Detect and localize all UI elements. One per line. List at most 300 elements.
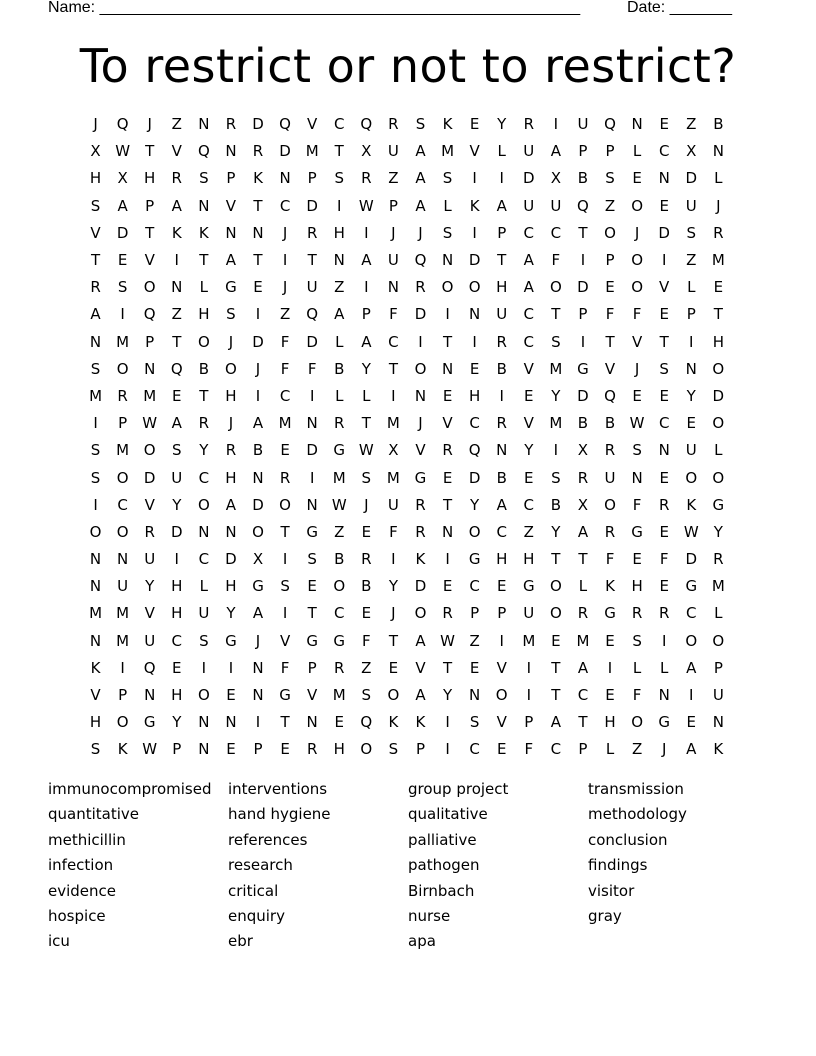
grid-letter: R: [658, 495, 670, 514]
grid-letter: T: [280, 522, 290, 541]
grid-letter: C: [469, 577, 480, 596]
grid-letter: B: [198, 359, 209, 378]
grid-letter: U: [685, 441, 697, 460]
grid-letter: E: [713, 278, 724, 297]
grid-letter: S: [199, 169, 209, 188]
grid-letter: F: [280, 332, 290, 351]
grid-letter: D: [225, 550, 237, 569]
grid-letter: A: [361, 332, 372, 351]
grid-letter: R: [415, 495, 426, 514]
grid-letter: O: [441, 278, 454, 297]
grid-letter: V: [90, 686, 101, 705]
grid-letter: R: [225, 115, 237, 134]
grid-letter: A: [171, 414, 182, 433]
grid-letter: P: [118, 686, 128, 705]
grid-letter: W: [683, 522, 699, 541]
grid-letter: S: [226, 305, 236, 324]
grid-letter: J: [228, 332, 234, 351]
date-blank: _______: [669, 0, 732, 16]
grid-letter: T: [361, 414, 371, 433]
grid-letter: E: [524, 386, 534, 405]
grid-letter: N: [171, 278, 183, 297]
grid-letter: G: [333, 631, 346, 650]
grid-letter: T: [388, 631, 398, 650]
grid-letter: A: [90, 305, 101, 324]
grid-letter: G: [604, 604, 616, 623]
word-list: [48, 777, 768, 955]
grid-letter: E: [605, 686, 615, 705]
grid-letter: U: [387, 495, 399, 514]
grid-letter: U: [523, 142, 535, 161]
grid-letter: R: [90, 278, 101, 297]
grid-letter: I: [282, 550, 288, 569]
grid-letter: A: [686, 740, 697, 759]
grid-letter: B: [252, 441, 264, 460]
grid-letter: E: [117, 251, 128, 270]
grid-letter: I: [580, 251, 586, 270]
grid-letter: A: [415, 142, 426, 161]
grid-letter: G: [712, 495, 725, 514]
grid-letter: T: [442, 658, 453, 677]
grid-letter: N: [198, 522, 210, 541]
grid-letter: S: [632, 631, 642, 650]
grid-letter: C: [117, 495, 128, 514]
grid-letter: J: [661, 740, 667, 759]
grid-row: [82, 709, 732, 736]
grid-letter: T: [307, 251, 317, 270]
grid-letter: N: [414, 386, 427, 405]
grid-letter: N: [89, 332, 102, 351]
grid-letter: P: [145, 196, 155, 215]
grid-letter: D: [523, 169, 535, 188]
grid-letter: O: [685, 631, 698, 650]
grid-letter: O: [89, 522, 102, 541]
grid-letter: X: [577, 441, 589, 460]
grid-letter: O: [116, 468, 129, 487]
grid-letter: Z: [686, 251, 697, 270]
grid-letter: V: [307, 686, 318, 705]
grid-letter: Z: [686, 115, 697, 134]
word-list-item: enquiry: [228, 906, 285, 925]
grid-letter: L: [199, 577, 209, 596]
word-list-item: gray: [588, 906, 622, 925]
word-list-item: references: [228, 830, 308, 849]
grid-letter: S: [469, 713, 480, 732]
grid-letter: L: [714, 441, 723, 460]
grid-letter: Q: [143, 305, 156, 324]
grid-letter: R: [577, 604, 589, 623]
grid-letter: L: [605, 740, 615, 759]
page-title: To restrict or not to restrict?: [79, 39, 737, 93]
grid-letter: I: [174, 550, 179, 569]
grid-letter: V: [144, 604, 155, 623]
grid-letter: L: [687, 278, 696, 297]
grid-letter: G: [306, 631, 318, 650]
grid-letter: F: [605, 305, 615, 324]
name-blank: ______________________________________________________: [99, 0, 581, 16]
grid-letter: N: [252, 468, 264, 487]
grid-letter: X: [117, 169, 128, 188]
grid-letter: C: [198, 550, 210, 569]
grid-letter: E: [334, 713, 344, 732]
grid-letter: N: [496, 441, 508, 460]
grid-letter: I: [526, 686, 531, 705]
grid-letter: I: [499, 386, 504, 405]
grid-letter: U: [198, 604, 210, 623]
word-list-item: infection: [48, 856, 114, 875]
grid-letter: J: [255, 359, 261, 378]
grid-letter: W: [358, 441, 374, 460]
grid-letter: C: [171, 631, 183, 650]
grid-letter: Z: [631, 740, 643, 759]
grid-row: [82, 329, 732, 356]
grid-letter: T: [551, 686, 561, 705]
grid-letter: N: [387, 278, 400, 297]
grid-letter: R: [713, 550, 724, 569]
grid-letter: R: [604, 441, 616, 460]
grid-letter: R: [604, 522, 616, 541]
grid-letter: R: [496, 414, 507, 433]
grid-letter: P: [388, 196, 398, 215]
grid-letter: V: [442, 414, 453, 433]
grid-letter: Z: [334, 278, 345, 297]
grid-letter: R: [442, 604, 453, 623]
word-list-item: ebr: [228, 932, 253, 951]
word-list-item: findings: [588, 856, 648, 875]
grid-letter: S: [90, 359, 101, 378]
grid-letter: I: [580, 332, 586, 351]
grid-letter: F: [307, 359, 317, 378]
grid-letter: R: [306, 223, 318, 242]
grid-letter: J: [364, 495, 369, 514]
grid-letter: I: [472, 332, 477, 351]
grid-letter: N: [89, 577, 102, 596]
grid-letter: T: [578, 223, 588, 242]
grid-letter: O: [116, 522, 129, 541]
grid-letter: U: [685, 196, 697, 215]
grid-letter: I: [445, 550, 450, 569]
grid-letter: J: [228, 414, 234, 433]
grid-letter: B: [496, 359, 507, 378]
grid-letter: D: [468, 251, 481, 270]
grid-letter: A: [415, 631, 426, 650]
grid-letter: J: [418, 223, 423, 242]
grid-letter: V: [307, 115, 318, 134]
grid-letter: O: [631, 278, 643, 297]
grid-letter: N: [144, 686, 156, 705]
grid-letter: O: [549, 577, 562, 596]
grid-letter: R: [225, 441, 237, 460]
grid-letter: H: [496, 550, 508, 569]
grid-letter: C: [523, 305, 535, 324]
word-list-item: research: [228, 856, 293, 875]
grid-letter: R: [415, 278, 426, 297]
grid-letter: O: [685, 468, 698, 487]
grid-letter: D: [658, 223, 670, 242]
grid-letter: T: [442, 332, 453, 351]
grid-letter: T: [713, 305, 723, 324]
grid-letter: H: [171, 577, 183, 596]
grid-letter: Y: [145, 577, 155, 596]
grid-letter: F: [524, 740, 534, 759]
grid-letter: N: [89, 631, 102, 650]
grid-letter: L: [632, 658, 642, 677]
grid-letter: C: [334, 115, 345, 134]
grid-letter: Z: [279, 305, 291, 324]
grid-letter: N: [333, 251, 345, 270]
grid-letter: Y: [172, 713, 182, 732]
grid-letter: E: [659, 196, 669, 215]
grid-letter: O: [197, 686, 210, 705]
grid-letter: P: [415, 740, 425, 759]
grid-letter: H: [523, 550, 535, 569]
grid-letter: Y: [361, 359, 371, 378]
grid-letter: I: [255, 305, 261, 324]
grid-letter: Z: [171, 115, 182, 134]
grid-letter: P: [578, 142, 588, 161]
grid-letter: R: [334, 658, 345, 677]
grid-letter: T: [442, 495, 453, 514]
grid-letter: N: [658, 686, 670, 705]
grid-letter: E: [253, 278, 263, 297]
grid-letter: P: [578, 740, 588, 759]
grid-letter: W: [142, 740, 158, 759]
grid-letter: D: [252, 115, 264, 134]
grid-letter: E: [659, 468, 669, 487]
grid-letter: P: [524, 713, 534, 732]
grid-letter: B: [550, 495, 562, 514]
grid-letter: N: [441, 251, 454, 270]
word-list-item: transmission: [588, 780, 684, 798]
grid-letter: R: [198, 414, 210, 433]
grid-letter: R: [279, 468, 291, 487]
grid-letter: X: [388, 441, 399, 460]
grid-letter: M: [386, 414, 400, 433]
grid-letter: T: [605, 332, 615, 351]
grid-letter: V: [279, 631, 291, 650]
grid-letter: Z: [388, 169, 399, 188]
grid-letter: T: [659, 332, 669, 351]
grid-letter: Y: [172, 495, 182, 514]
grid-letter: N: [441, 522, 454, 541]
grid-letter: A: [523, 278, 534, 297]
grid-letter: F: [389, 305, 398, 324]
grid-letter: C: [523, 223, 535, 242]
grid-letter: A: [334, 305, 345, 324]
grid-letter: K: [442, 115, 453, 134]
grid-letter: G: [252, 577, 264, 596]
grid-letter: D: [306, 441, 318, 460]
grid-letter: F: [632, 495, 642, 514]
grid-letter: P: [307, 169, 317, 188]
grid-letter: P: [145, 332, 155, 351]
grid-row: [82, 655, 732, 682]
word-list-item: evidence: [48, 881, 117, 900]
grid-letter: V: [90, 223, 101, 242]
grid-letter: H: [496, 278, 508, 297]
grid-letter: A: [415, 196, 426, 215]
grid-letter: Q: [306, 305, 319, 324]
grid-letter: V: [469, 142, 480, 161]
grid-letter: N: [252, 686, 264, 705]
word-list-item: icu: [48, 932, 70, 951]
grid-letter: U: [523, 604, 535, 623]
grid-letter: J: [255, 631, 261, 650]
grid-letter: N: [198, 115, 210, 134]
grid-letter: O: [333, 577, 346, 596]
grid-letter: V: [523, 414, 534, 433]
grid-letter: E: [551, 631, 561, 650]
grid-letter: C: [686, 604, 697, 623]
grid-letter: I: [391, 550, 396, 569]
grid-letter: N: [306, 713, 318, 732]
grid-letter: C: [523, 332, 535, 351]
grid-letter: T: [307, 604, 317, 623]
grid-letter: B: [604, 414, 616, 433]
grid-letter: G: [225, 631, 237, 650]
grid-letter: M: [549, 359, 563, 378]
grid-letter: E: [605, 631, 615, 650]
grid-letter: E: [172, 658, 182, 677]
grid-letter: N: [658, 441, 670, 460]
grid-row: [82, 600, 732, 627]
grid-letter: Q: [414, 251, 427, 270]
grid-letter: R: [252, 142, 264, 161]
word-list-item: methicillin: [48, 830, 126, 849]
grid-letter: N: [225, 142, 237, 161]
grid-letter: N: [685, 359, 697, 378]
grid-letter: E: [686, 713, 696, 732]
grid-letter: M: [711, 251, 725, 270]
grid-letter: M: [549, 414, 563, 433]
grid-letter: K: [686, 495, 697, 514]
grid-letter: R: [361, 550, 372, 569]
grid-letter: Z: [604, 196, 616, 215]
grid-letter: Q: [604, 386, 616, 405]
grid-letter: Z: [469, 631, 480, 650]
grid-letter: K: [605, 577, 615, 596]
grid-letter: G: [468, 550, 481, 569]
grid-letter: E: [605, 278, 615, 297]
grid-letter: A: [361, 251, 372, 270]
grid-letter: M: [89, 604, 103, 623]
grid-letter: B: [713, 115, 724, 134]
grid-letter: U: [523, 196, 535, 215]
grid-letter: N: [631, 468, 643, 487]
grid-letter: V: [496, 713, 507, 732]
date-field: [627, 0, 732, 18]
grid-letter: L: [660, 658, 669, 677]
grid-letter: K: [415, 713, 426, 732]
word-search-grid: [82, 111, 732, 764]
word-list-item: qualitative: [408, 805, 488, 824]
grid-letter: D: [252, 332, 264, 351]
grid-letter: T: [199, 251, 209, 270]
grid-letter: W: [142, 414, 158, 433]
grid-letter: J: [716, 196, 721, 215]
grid-letter: N: [469, 305, 481, 324]
grid-letter: S: [442, 169, 453, 188]
grid-letter: A: [117, 196, 128, 215]
grid-letter: O: [712, 414, 725, 433]
grid-row: [82, 628, 732, 655]
word-list-item: hand hygiene: [228, 805, 331, 824]
grid-letter: V: [659, 278, 670, 297]
grid-letter: Y: [199, 441, 209, 460]
grid-letter: C: [198, 468, 210, 487]
grid-letter: D: [279, 142, 291, 161]
grid-letter: U: [550, 196, 562, 215]
grid-letter: I: [661, 631, 667, 650]
grid-letter: O: [252, 522, 264, 541]
grid-letter: V: [415, 658, 426, 677]
grid-letter: J: [282, 278, 288, 297]
grid-letter: F: [362, 631, 371, 650]
grid-letter: E: [659, 305, 669, 324]
grid-letter: I: [309, 468, 315, 487]
grid-letter: O: [549, 278, 562, 297]
grid-letter: R: [306, 740, 318, 759]
grid-letter: I: [201, 658, 207, 677]
grid-letter: Y: [551, 522, 561, 541]
grid-row: [82, 464, 732, 491]
grid-letter: X: [686, 142, 697, 161]
grid-letter: Y: [524, 441, 534, 460]
grid-letter: M: [332, 468, 346, 487]
grid-letter: C: [550, 740, 562, 759]
grid-letter: D: [414, 305, 427, 324]
grid-letter: Q: [279, 115, 291, 134]
grid-letter: D: [685, 169, 698, 188]
grid-letter: O: [712, 631, 725, 650]
grid-letter: R: [577, 468, 589, 487]
grid-letter: O: [631, 196, 643, 215]
grid-letter: N: [712, 713, 724, 732]
grid-letter: F: [280, 658, 290, 677]
grid-letter: V: [144, 251, 155, 270]
grid-letter: A: [252, 604, 264, 623]
grid-letter: N: [279, 169, 291, 188]
word-list-item: pathogen: [408, 856, 480, 875]
grid-row: [82, 274, 732, 301]
word-list-item: methodology: [588, 805, 687, 824]
grid-letter: A: [523, 251, 534, 270]
grid-letter: V: [225, 196, 237, 215]
grid-letter: S: [361, 686, 372, 705]
grid-letter: O: [197, 495, 210, 514]
grid-letter: Z: [171, 305, 182, 324]
grid-letter: Y: [497, 115, 507, 134]
grid-letter: C: [334, 604, 345, 623]
grid-letter: R: [361, 169, 372, 188]
grid-letter: P: [361, 305, 371, 324]
name-field: [48, 0, 580, 18]
grid-letter: J: [634, 223, 640, 242]
grid-letter: E: [469, 359, 480, 378]
grid-letter: V: [496, 658, 507, 677]
grid-letter: O: [143, 278, 156, 297]
grid-letter: I: [661, 251, 667, 270]
grid-letter: P: [605, 142, 615, 161]
grid-letter: A: [577, 658, 589, 677]
grid-letter: S: [442, 223, 453, 242]
grid-letter: U: [496, 305, 508, 324]
grid-letter: T: [551, 658, 561, 677]
grid-letter: N: [658, 169, 670, 188]
grid-letter: H: [198, 305, 210, 324]
grid-letter: T: [497, 251, 507, 270]
grid-letter: Q: [197, 142, 210, 161]
